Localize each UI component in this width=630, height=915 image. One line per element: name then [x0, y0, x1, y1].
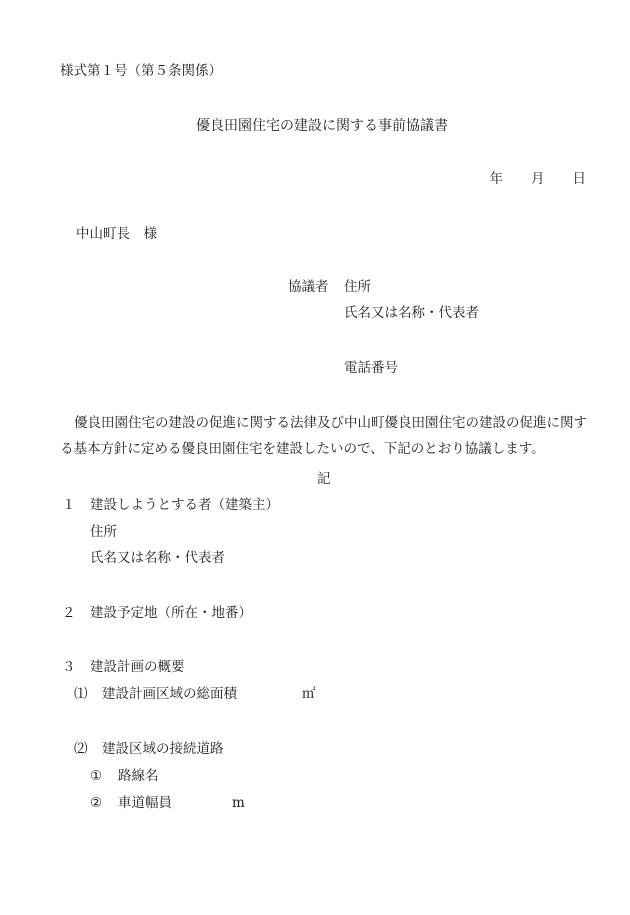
section-3-item-2-number: ⑵: [74, 741, 88, 757]
section-3-item-2-sub-2-number: ②: [90, 795, 103, 811]
section-3-item-2-label: 建設区域の接続道路: [102, 741, 224, 757]
form-number: 様式第１号（第５条関係）: [60, 63, 222, 79]
section-3-item-2-sub-1-label: 路線名: [118, 768, 159, 784]
date-month: 月: [531, 171, 545, 187]
section-3-item-2: [74, 740, 224, 758]
ki-label: 記: [317, 471, 331, 487]
date-year: 年: [489, 171, 503, 187]
section-1-title: 建設しようとする者（建築主）: [90, 497, 279, 513]
section-3-item-1-unit: ㎡: [302, 686, 316, 702]
date-day: 日: [572, 171, 586, 187]
section-2-heading: [62, 604, 252, 622]
section-1-name-label: 氏名又は名称・代表者: [90, 550, 225, 566]
section-3-heading: [62, 658, 185, 676]
section-3-item-2-sub-2-unit: m: [232, 795, 245, 811]
section-3-item-2-sub-2: [90, 794, 172, 812]
date-line: [490, 170, 587, 188]
section-3-item-1-number: ⑴: [74, 686, 88, 702]
body-paragraph: 優良田園住宅の建設の促進に関する法律及び中山町優良田園住宅の建設の促進に関する基本方針に定める優良田園住宅を建設したいので、下記のとおり協議します。: [60, 415, 587, 457]
section-3-item-2-sub-1: [90, 767, 159, 785]
section-2-number: ２: [62, 605, 76, 621]
section-3-item-2-sub-1-number: ①: [90, 768, 103, 784]
applicant-name-label: 氏名又は名称・代表者: [344, 305, 479, 321]
section-1-heading: [62, 496, 279, 514]
section-3-item-2-sub-2-label: 車道幅員: [118, 795, 172, 811]
section-3-number: ３: [62, 659, 76, 675]
addressee: 中山町長 様: [76, 226, 157, 242]
section-3-title: 建設計画の概要: [90, 659, 185, 675]
section-1-number: １: [62, 497, 76, 513]
applicant-phone-label: 電話番号: [344, 360, 398, 376]
section-3-item-1-label: 建設計画区域の総面積: [102, 686, 237, 702]
section-1-address-label: 住所: [90, 524, 117, 540]
section-2-title: 建設予定地（所在・地番）: [90, 605, 252, 621]
applicant-address-label: 住所: [344, 279, 371, 295]
document-title: 優良田園住宅の建設に関する事前協議書: [196, 118, 448, 134]
applicant-label: 協議者: [288, 279, 329, 295]
section-3-item-1: [74, 685, 237, 703]
